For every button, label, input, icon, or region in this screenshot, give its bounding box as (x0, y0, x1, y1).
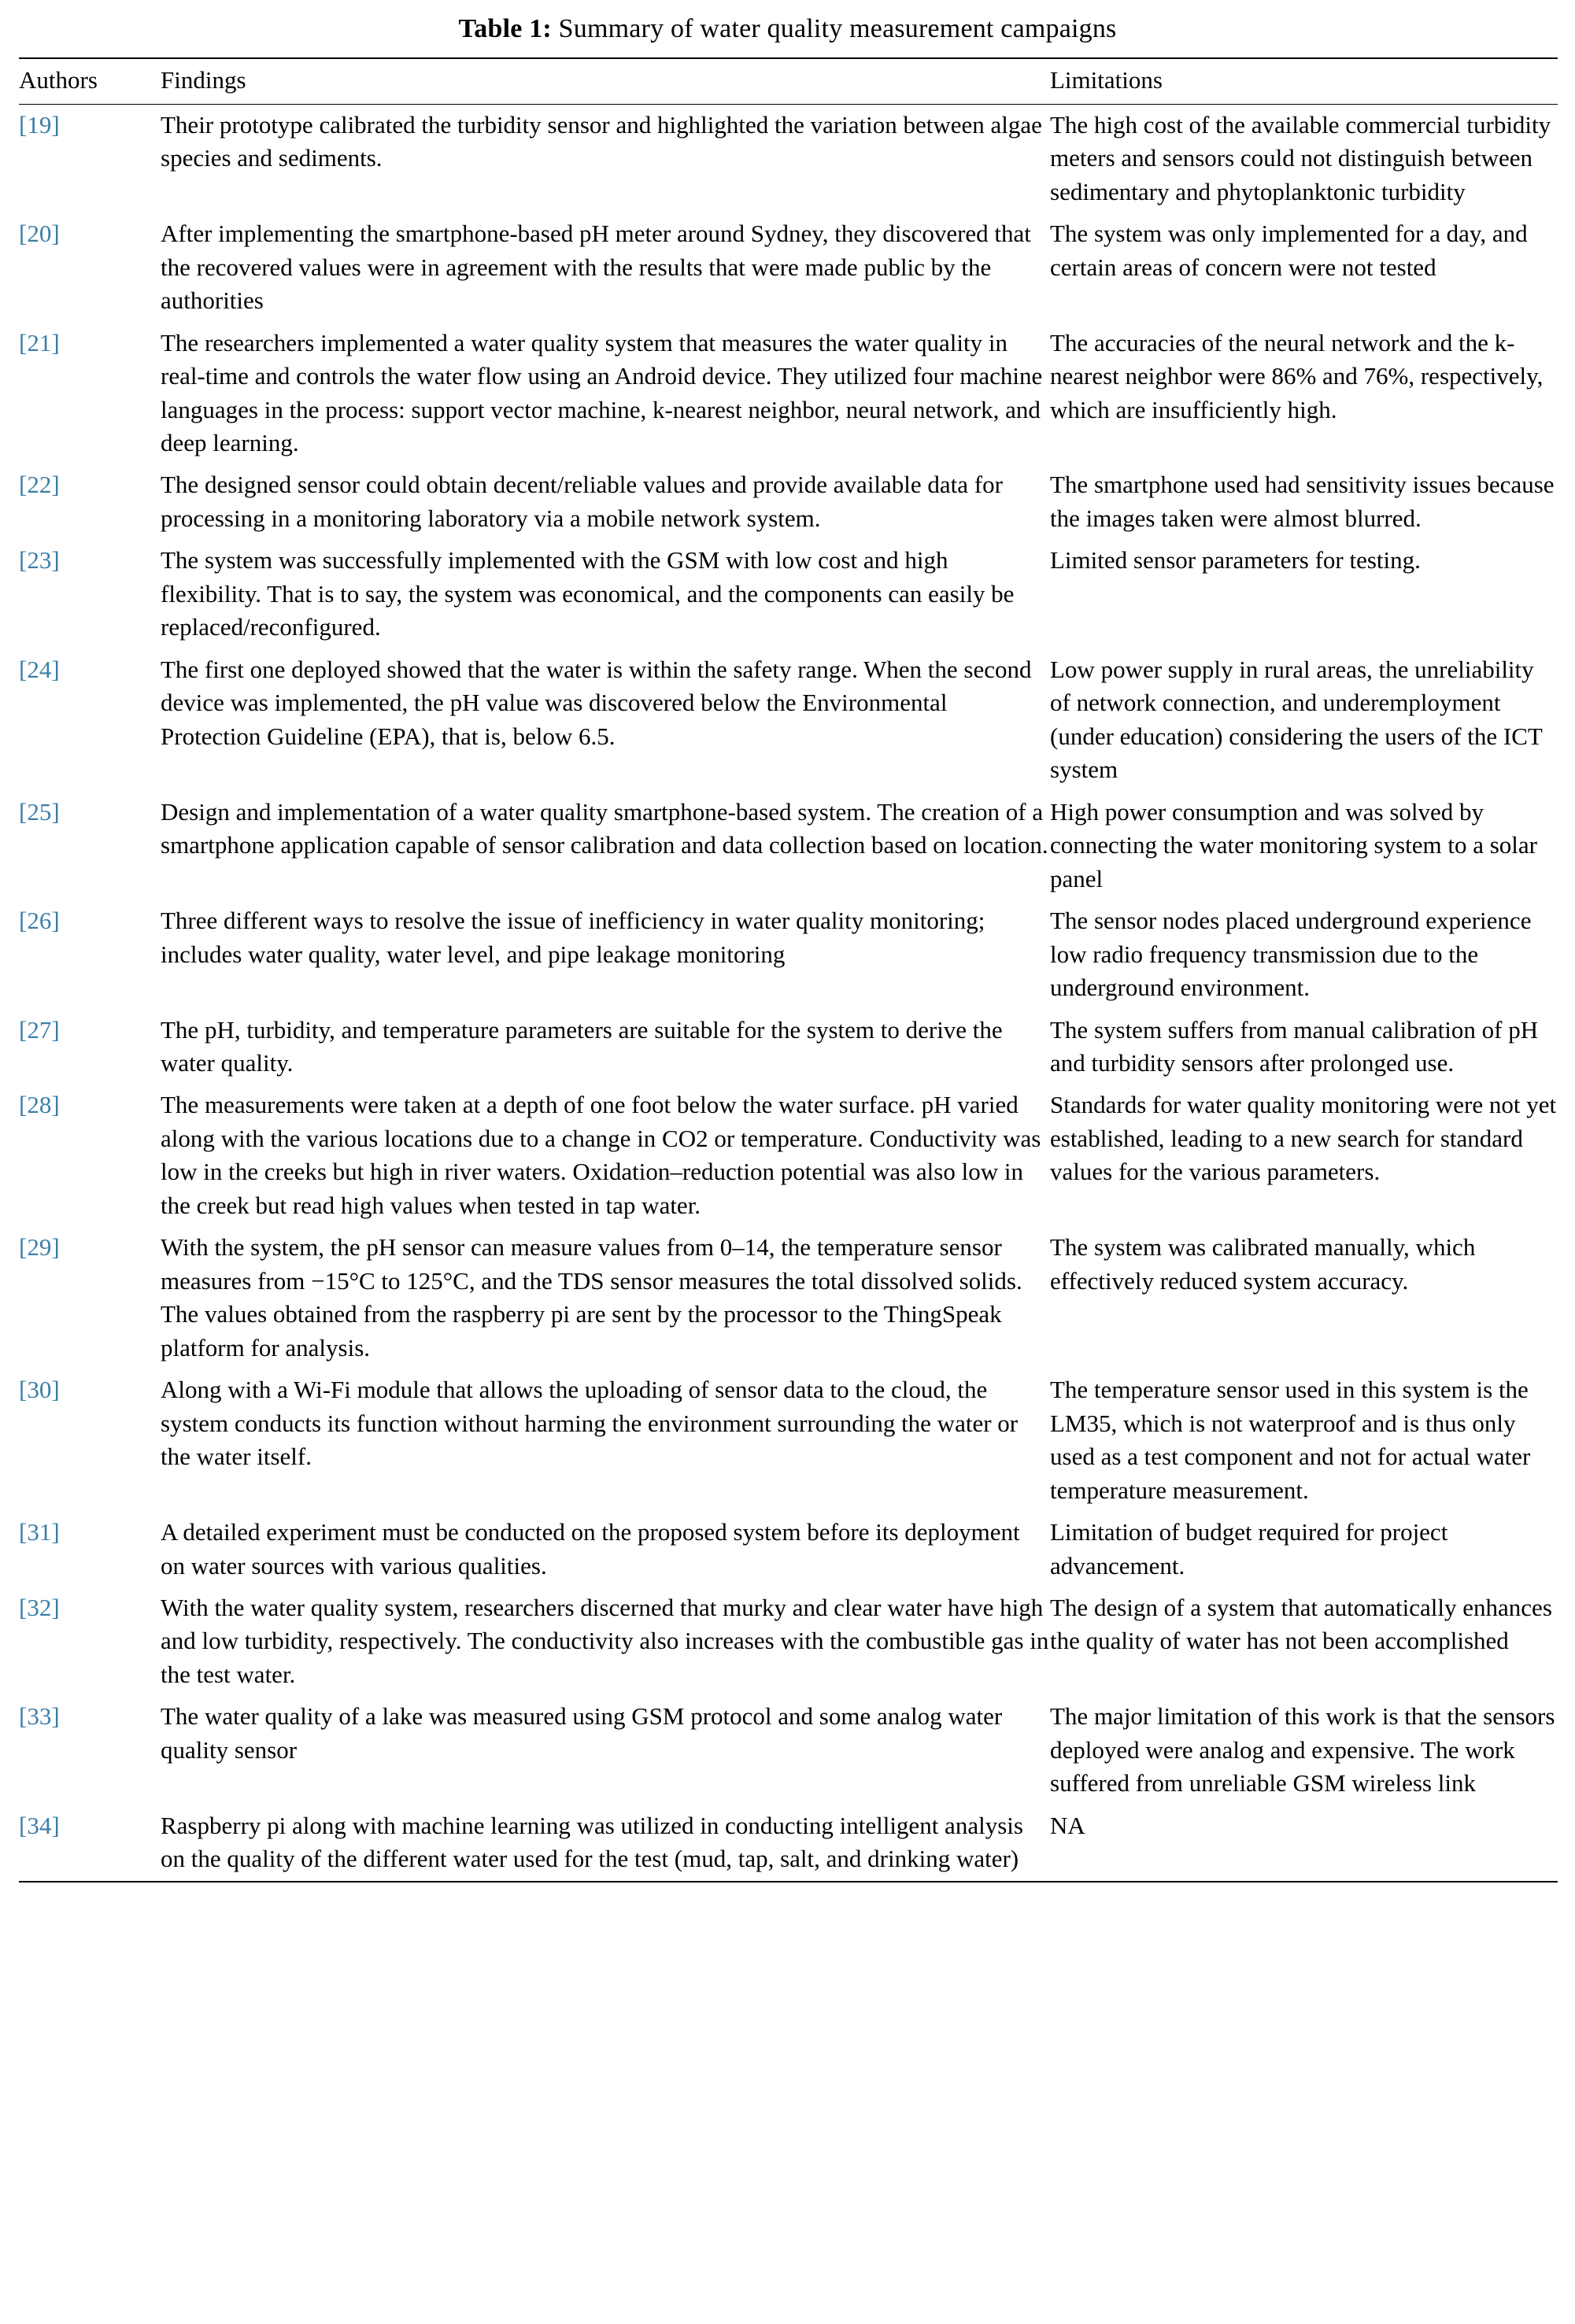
table-row (19, 213, 1558, 322)
cell-limitations: The system was only implemented for a day, and certain areas of concern were not tested (1050, 220, 1528, 281)
cell-authors[interactable]: [27] (19, 1015, 60, 1044)
cell-findings: Along with a Wi-Fi module that allows the uploading of sensor data to the cloud, the system conducts its function without harming the environment surrounding the water or the water itself. (161, 1376, 1019, 1471)
table-header (19, 58, 1558, 105)
table-row (19, 323, 1558, 465)
table-row (19, 1227, 1558, 1369)
table-row (19, 104, 1558, 213)
table-caption-text: Summary of water quality measurement campaigns (558, 14, 1117, 43)
cell-authors[interactable]: [22] (19, 471, 60, 499)
cell-limitations: The smartphone used had sensitivity issues because the images taken were almost blurred. (1050, 471, 1555, 532)
table-header-row (19, 58, 1558, 105)
cell-findings: Their prototype calibrated the turbidity sensor and highlighted the variation between algae species and sediments. (161, 110, 1042, 172)
cell-findings: Three different ways to resolve the issue of inefficiency in water quality monitoring; includes water quality, water level, and pipe leakage monitoring (161, 907, 985, 968)
cell-findings: Design and implementation of a water quality smartphone-based system. The creation of a smartphone application capable of sensor calibration and data collection based on location. (161, 797, 1048, 859)
table-row (19, 1696, 1558, 1805)
cell-authors[interactable]: [24] (19, 655, 60, 683)
column-header-authors: Authors (19, 58, 161, 105)
table-row (19, 1587, 1558, 1696)
table-row (19, 540, 1558, 648)
cell-findings: A detailed experiment must be conducted on the proposed system before its deployment on water sources with various qualities. (161, 1518, 1020, 1580)
cell-findings: The measurements were taken at a depth of one foot below the water surface. pH varied along with the various locations due to a change in CO2 or temperature. Conductivity was low in the creeks but high in river waters. Oxidation–reduction potential was also low in the creek but read high values when tested in tap water. (161, 1091, 1041, 1219)
table-row (19, 1369, 1558, 1512)
table-row (19, 792, 1558, 900)
cell-findings: The pH, turbidity, and temperature parameters are suitable for the system to derive the water quality. (161, 1015, 1003, 1077)
cell-findings: The first one deployed showed that the water is within the safety range. When the second device was implemented, the pH value was discovered below the Environmental Protection Guideline (EPA), that is, below 6.5. (161, 655, 1032, 750)
cell-limitations: Standards for water quality monitoring were not yet established, leading to a new search for standard values for the various parameters. (1050, 1091, 1557, 1186)
cell-limitations: The major limitation of this work is that the sensors deployed were analog and expensive. The work suffered from unreliable GSM wireless link (1050, 1702, 1555, 1797)
cell-authors[interactable]: [33] (19, 1702, 60, 1731)
cell-limitations: Limited sensor parameters for testing. (1050, 546, 1421, 575)
column-header-limitations: Limitations (1050, 58, 1558, 105)
table-caption-label: Table 1: (458, 14, 552, 43)
cell-limitations: NA (1050, 1811, 1085, 1839)
table-row (19, 1805, 1558, 1882)
cell-authors[interactable]: [32] (19, 1594, 60, 1622)
cell-authors[interactable]: [31] (19, 1518, 60, 1546)
cell-findings: With the water quality system, researchers discerned that murky and clear water have high and low turbidity, respectively. The conductivity also increases with the combustible gas in the test water. (161, 1594, 1049, 1688)
cell-limitations: The temperature sensor used in this system is the LM35, which is not waterproof and is thus only used as a test component and not for actual water temperature measurement. (1050, 1376, 1531, 1504)
cell-limitations: Low power supply in rural areas, the unreliability of network connection, and underemployment (under education) considering the users of the ICT system (1050, 655, 1543, 784)
cell-limitations: The design of a system that automatically enhances the quality of water has not been accomplished (1050, 1594, 1552, 1655)
table-body (19, 104, 1558, 1881)
table-row (19, 649, 1558, 792)
cell-findings: Raspberry pi along with machine learning was utilized in conducting intelligent analysis on the quality of the different water used for the test (mud, tap, salt, and drinking water) (161, 1811, 1023, 1873)
table-caption (19, 13, 1556, 46)
cell-limitations: The system suffers from manual calibration of pH and turbidity sensors after prolonged use. (1050, 1015, 1539, 1077)
cell-limitations: The system was calibrated manually, which effectively reduced system accuracy. (1050, 1233, 1476, 1295)
cell-limitations: The sensor nodes placed underground experience low radio frequency transmission due to the underground environment. (1050, 907, 1532, 1002)
cell-findings: With the system, the pH sensor can measure values from 0–14, the temperature sensor measures from −15°C to 125°C, and the TDS sensor measures the total dissolved solids. The values obtained from the raspberry pi are sent by the processor to the ThingSpeak platform for analysis. (161, 1233, 1022, 1362)
cell-authors[interactable]: [19] (19, 110, 60, 139)
cell-findings: The researchers implemented a water quality system that measures the water quality in real-time and controls the water flow using an Android device. They utilized four machine languages in the process: support vector machine, k-nearest neighbor, neural network, and deep learning. (161, 328, 1043, 457)
cell-authors[interactable]: [28] (19, 1091, 60, 1119)
cell-findings: The system was successfully implemented with the GSM with low cost and high flexibility. That is to say, the system was economical, and the components can easily be replaced/reconfigured. (161, 546, 1015, 641)
table-row (19, 464, 1558, 540)
cell-findings: The water quality of a lake was measured using GSM protocol and some analog water quality sensor (161, 1702, 1003, 1764)
cell-findings: The designed sensor could obtain decent/reliable values and provide available data for processing in a monitoring laboratory via a mobile network system. (161, 471, 1003, 532)
cell-authors[interactable]: [26] (19, 907, 60, 935)
cell-authors[interactable]: [23] (19, 546, 60, 575)
cell-limitations: The high cost of the available commercial turbidity meters and sensors could not distinguish between sedimentary and phytoplanktonic turbidity (1050, 110, 1551, 205)
table-row (19, 1512, 1558, 1587)
cell-authors[interactable]: [25] (19, 797, 60, 826)
cell-limitations: The accuracies of the neural network and the k-nearest neighbor were 86% and 76%, respectively, which are insufficiently high. (1050, 328, 1544, 423)
table-row (19, 1010, 1558, 1085)
table-row (19, 1084, 1558, 1227)
cell-authors[interactable]: [29] (19, 1233, 60, 1262)
cell-authors[interactable]: [30] (19, 1376, 60, 1404)
cell-authors[interactable]: [21] (19, 328, 60, 357)
cell-findings: After implementing the smartphone-based pH meter around Sydney, they discovered that the recovered values were in agreement with the results that were made public by the authorities (161, 220, 1031, 315)
summary-table (19, 57, 1558, 1882)
cell-limitations: High power consumption and was solved by connecting the water monitoring system to a solar panel (1050, 797, 1537, 892)
column-header-findings: Findings (161, 58, 1050, 105)
table-row (19, 900, 1558, 1009)
cell-authors[interactable]: [20] (19, 220, 60, 248)
cell-authors[interactable]: [34] (19, 1811, 60, 1839)
cell-limitations: Limitation of budget required for project advancement. (1050, 1518, 1448, 1580)
